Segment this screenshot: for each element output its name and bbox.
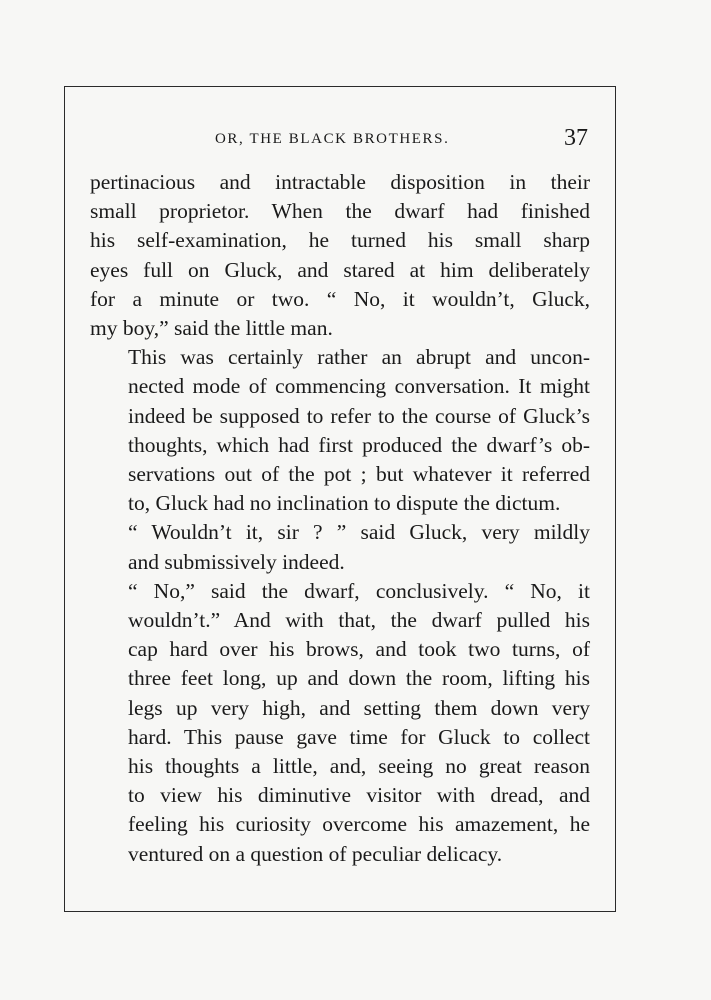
text-line: servations out of the pot ; but whatever it referred [128, 462, 590, 487]
text-line: to, Gluck had no inclination to dispute the dictum. [128, 491, 561, 516]
text-line: wouldn’t.” And with that, the dwarf pulled his [128, 608, 590, 633]
running-head [0, 124, 711, 154]
text-line: ventured on a question of peculiar delicacy. [128, 841, 503, 866]
text-line: “ No,” said the dwarf, conclusively. “ No, it [128, 578, 590, 603]
text-line: thoughts, which had first produced the dwarf’s ob- [128, 432, 590, 457]
text-line: legs up very high, and setting them down very [128, 695, 590, 720]
paragraph-4 [90, 577, 590, 869]
text-line: his self-examination, he turned his small sharp [90, 228, 590, 253]
text-line: to view his diminutive visitor with dread, and [128, 783, 590, 808]
text-line: nected mode of commencing conversation. It might [128, 374, 590, 399]
paragraph-3 [90, 518, 590, 576]
text-line: my boy,” said the little man. [90, 316, 333, 341]
text-line: hard. This pause gave time for Gluck to collect [128, 724, 590, 749]
paragraph-2 [90, 343, 590, 518]
running-title: OR, THE BLACK BROTHERS. [215, 131, 450, 147]
text-line: small proprietor. When the dwarf had finished [90, 199, 590, 224]
text-line: cap hard over his brows, and took two turns, of [128, 637, 590, 662]
paragraph-1 [90, 168, 590, 343]
text-line: eyes full on Gluck, and stared at him deliberately [90, 257, 590, 282]
body-text [90, 168, 590, 869]
text-line: This was certainly rather an abrupt and uncon- [128, 345, 590, 370]
text-line: and submissively indeed. [128, 549, 345, 574]
text-line: indeed be supposed to refer to the course of Gluck’s [128, 403, 590, 428]
page-number: 37 [564, 125, 588, 151]
text-line: feeling his curiosity overcome his amazement, he [128, 812, 590, 837]
text-line: for a minute or two. “ No, it wouldn’t, Gluck, [90, 286, 590, 311]
text-line: three feet long, up and down the room, lifting his [128, 666, 590, 691]
text-line: pertinacious and intractable disposition in their [90, 170, 590, 194]
text-line: his thoughts a little, and, seeing no great reason [128, 754, 590, 779]
text-line: “ Wouldn’t it, sir ? ” said Gluck, very mildly [128, 520, 590, 545]
